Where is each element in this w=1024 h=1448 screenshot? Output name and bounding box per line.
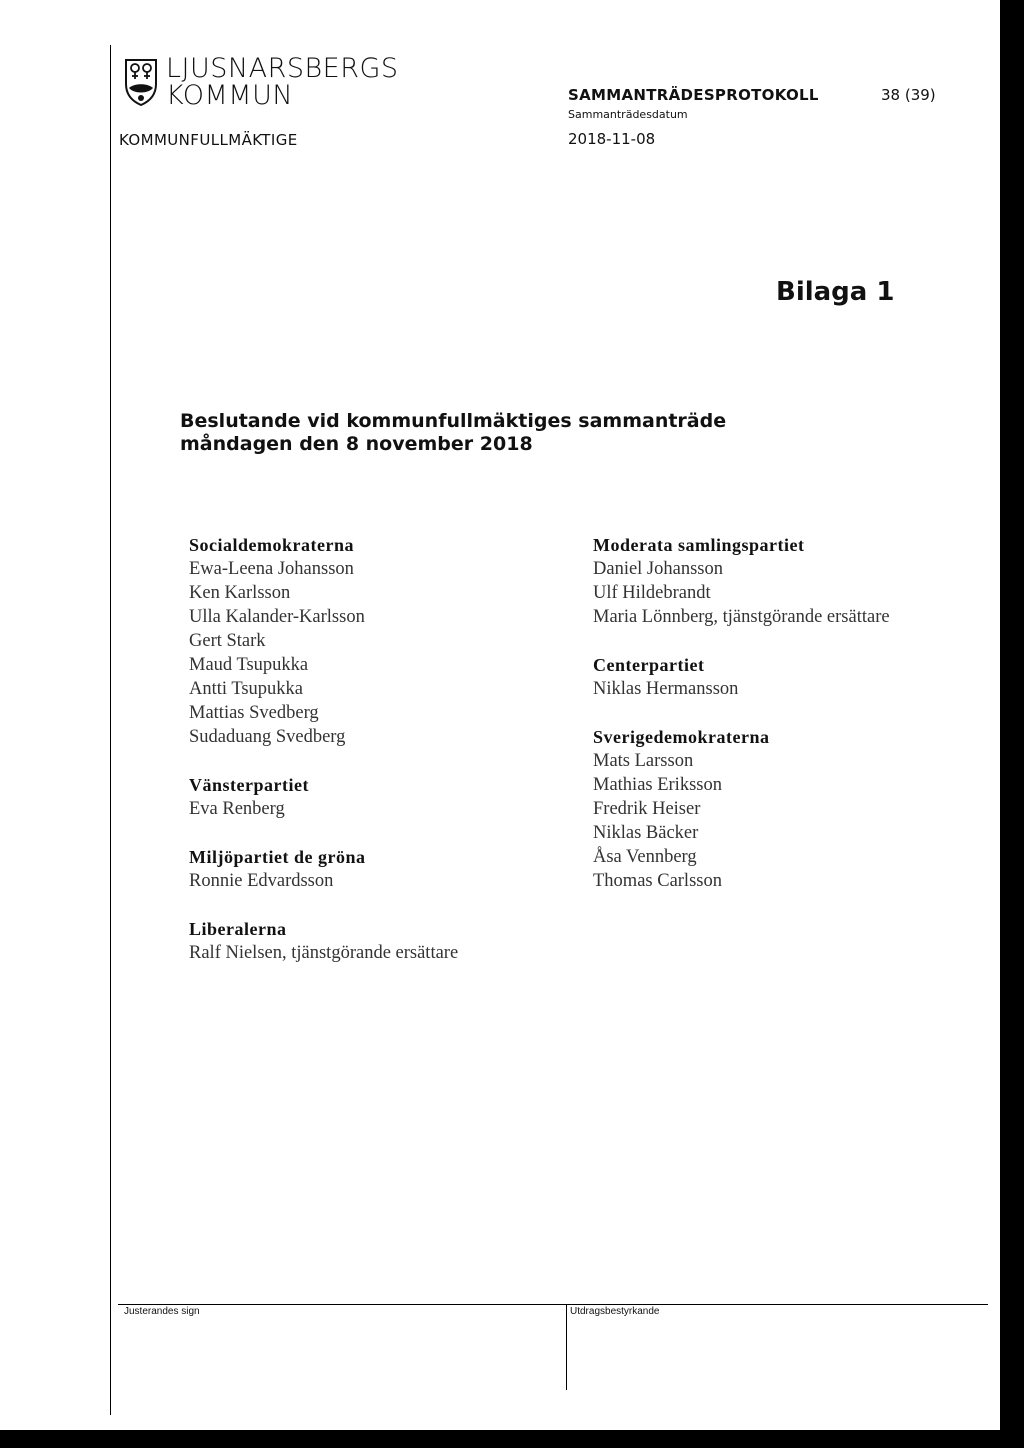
- left-margin-line: [110, 45, 111, 1415]
- org-name-line2: KOMMUN: [166, 80, 294, 111]
- party-name: Miljöpartiet de gröna: [189, 847, 366, 867]
- footer-divider: [566, 1304, 567, 1390]
- member-name: Mattias Svedberg: [189, 703, 319, 723]
- group-spacer: [593, 629, 890, 653]
- group-spacer: [189, 749, 458, 773]
- member-name: Ulla Kalander-Karlsson: [189, 607, 365, 627]
- member-name: Niklas Hermansson: [593, 679, 739, 699]
- date-label: Sammanträdesdatum: [568, 108, 688, 121]
- utdragsbestyrkande-label: Utdragsbestyrkande: [570, 1306, 660, 1317]
- member-name: Ewa-Leena Johansson: [189, 559, 354, 579]
- right-party-column: [593, 533, 890, 893]
- department-label: KOMMUNFULLMÄKTIGE: [119, 131, 298, 149]
- member-name: Maud Tsupukka: [189, 655, 309, 675]
- member-name: Thomas Carlsson: [593, 871, 722, 891]
- org-name-line1: LJUSNARSBERGS: [166, 53, 399, 84]
- left-party-column: [189, 533, 458, 965]
- member-name: Mathias Eriksson: [593, 775, 722, 795]
- member-name: Ulf Hildebrandt: [593, 583, 711, 603]
- group-spacer: [189, 821, 458, 845]
- heading-line2: måndagen den 8 november 2018: [180, 433, 533, 455]
- party-name: Liberalerna: [189, 919, 287, 939]
- member-name: Antti Tsupukka: [189, 679, 303, 699]
- justerandes-sign-label: Justerandes sign: [124, 1306, 200, 1317]
- member-name: Gert Stark: [189, 631, 266, 651]
- member-name: Ralf Nielsen, tjänstgörande ersättare: [189, 943, 459, 963]
- party-name: Socialdemokraterna: [189, 535, 354, 555]
- member-name: Mats Larsson: [593, 751, 694, 771]
- member-name: Niklas Bäcker: [593, 823, 699, 843]
- coat-of-arms-icon: [124, 58, 158, 106]
- footer-rule: [118, 1304, 988, 1305]
- heading-line1: Beslutande vid kommunfullmäktiges sammanträde: [180, 410, 727, 432]
- party-name: Sverigedemokraterna: [593, 727, 770, 747]
- member-name: Åsa Vennberg: [593, 847, 697, 867]
- member-name: Eva Renberg: [189, 799, 285, 819]
- member-name: Fredrik Heiser: [593, 799, 701, 819]
- appendix-title: Bilaga 1: [776, 277, 895, 307]
- member-name: Ronnie Edvardsson: [189, 871, 334, 891]
- page-number: 38 (39): [881, 86, 936, 104]
- document-type: SAMMANTRÄDESPROTOKOLL: [568, 86, 819, 104]
- party-name: Moderata samlingspartiet: [593, 535, 805, 555]
- group-spacer: [593, 701, 890, 725]
- party-name: Centerpartiet: [593, 655, 705, 675]
- member-name: Maria Lönnberg, tjänstgörande ersättare: [593, 607, 890, 627]
- member-name: Ken Karlsson: [189, 583, 291, 603]
- party-name: Vänsterpartiet: [189, 775, 309, 795]
- member-name: Sudaduang Svedberg: [189, 727, 346, 747]
- group-spacer: [189, 893, 458, 917]
- meeting-date: 2018-11-08: [568, 130, 656, 148]
- member-name: Daniel Johansson: [593, 559, 723, 579]
